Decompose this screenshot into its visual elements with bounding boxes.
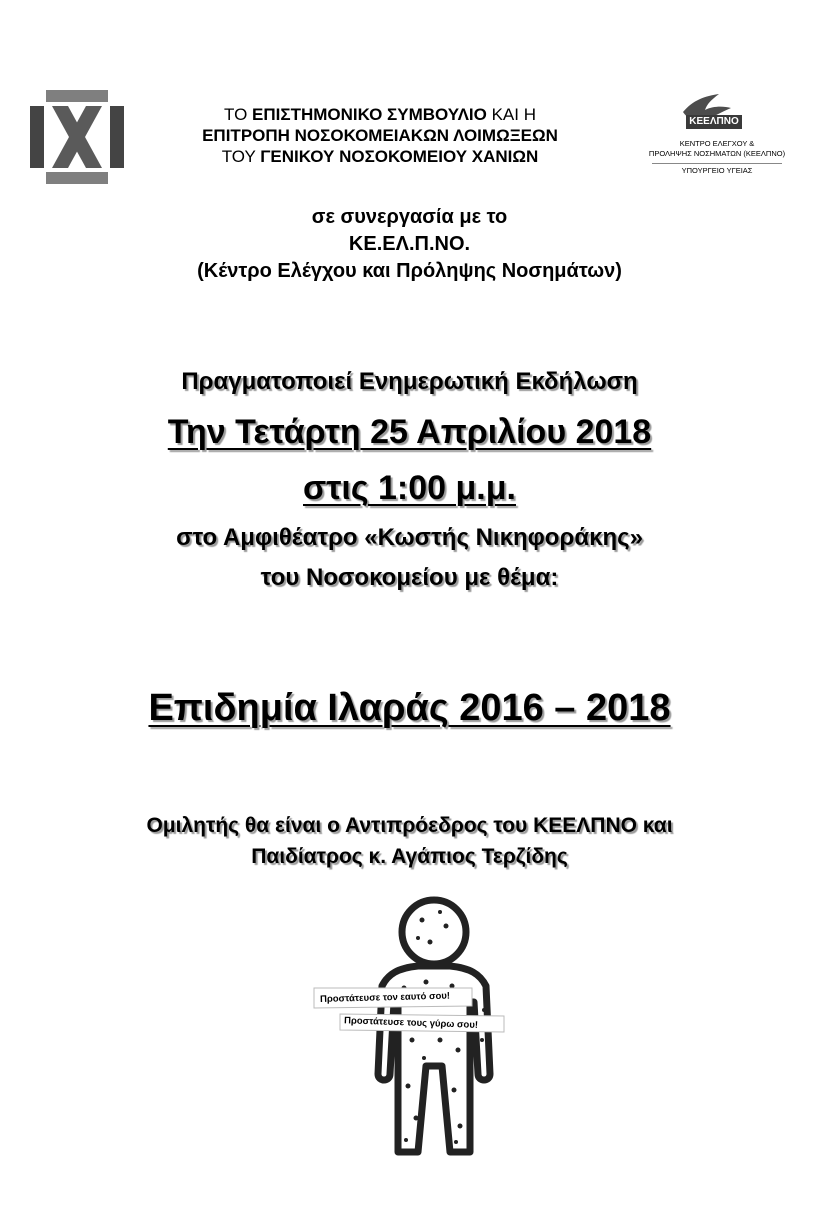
- speaker-block: [0, 810, 819, 872]
- header-line-3-pre: ΤΟΥ: [221, 147, 261, 166]
- keelpno-badge: ΚΕΕΛΠΝΟ: [686, 115, 742, 129]
- header-line-1-pre: ΤΟ: [224, 105, 253, 124]
- event-topic: [0, 685, 819, 731]
- keelpno-line-2: ΠΡΟΛΗΨΗΣ ΝΟΣΗΜΑΤΩΝ (ΚΕΕΛΠΝΟ): [648, 149, 786, 158]
- event-intro: Πραγματοποιεί Ενημερωτική Εκδήλωση: [181, 368, 638, 395]
- collab-line-3: (Κέντρο Ελέγχου και Πρόληψης Νοσημάτων): [197, 260, 622, 282]
- header-line-1-post: ΚΑΙ Η: [486, 105, 536, 124]
- header-line-3-bold: ΓΕΝΙΚΟΥ ΝΟΣΟΚΟΜΕΙΟΥ ΧΑΝΙΩΝ: [260, 147, 539, 166]
- organizer-header: [140, 104, 620, 167]
- event-time-text: στις 1:00 μ.μ.: [303, 469, 516, 507]
- band-text-1: Προστάτευσε τον εαυτό σου!: [319, 990, 451, 1005]
- event-topic-intro: του Νοσοκομείου με θέμα:: [260, 564, 559, 591]
- keelpno-divider: [652, 163, 782, 164]
- hospital-logo-icon: [30, 90, 124, 184]
- header-line-2: ΕΠΙΤΡΟΠΗ ΝΟΣΟΚΟΜΕΙΑΚΩΝ ΛΟΙΜΩΞΕΩΝ: [202, 126, 558, 145]
- header-line-1-bold: ΕΠΙΣΤΗΜΟΝΙΚΟ ΣΥΜΒΟΥΛΙΟ: [252, 105, 487, 124]
- hospital-logo: [30, 90, 124, 184]
- collaboration-block: [0, 204, 819, 285]
- measles-illustration: [300, 890, 520, 1160]
- event-date: [0, 412, 819, 452]
- speaker-line-1: Ομιλητής θα είναι ο Αντιπρόεδρος του ΚΕΕΛΠΝΟ και: [146, 814, 673, 837]
- speaker-line-2: Παιδίατρος κ. Αγάπιος Τερζίδης: [251, 845, 568, 868]
- keelpno-logo: [632, 88, 802, 178]
- keelpno-line-1: ΚΕΝΤΡΟ ΕΛΕΓΧΟΥ &: [679, 139, 755, 148]
- header-line-3: [140, 146, 620, 167]
- band-text-2: Προστάτευσε τους γύρω σου!: [343, 1015, 479, 1031]
- event-date-text: Την Τετάρτη 25 Απριλίου 2018: [167, 413, 652, 451]
- ministry-label: ΥΠΟΥΡΓΕΙΟ ΥΓΕΙΑΣ: [681, 166, 753, 175]
- header-line-1: [140, 104, 620, 125]
- event-topic-text: Επιδημία Ιλαράς 2016 – 2018: [148, 687, 671, 729]
- event-venue: στο Αμφιθέατρο «Κωστής Νικηφοράκης»: [176, 524, 643, 551]
- collab-line-1: σε συνεργασία με το: [311, 206, 508, 228]
- event-time: [0, 468, 819, 508]
- collab-line-2: ΚΕ.ΕΛ.Π.ΝΟ.: [348, 233, 471, 255]
